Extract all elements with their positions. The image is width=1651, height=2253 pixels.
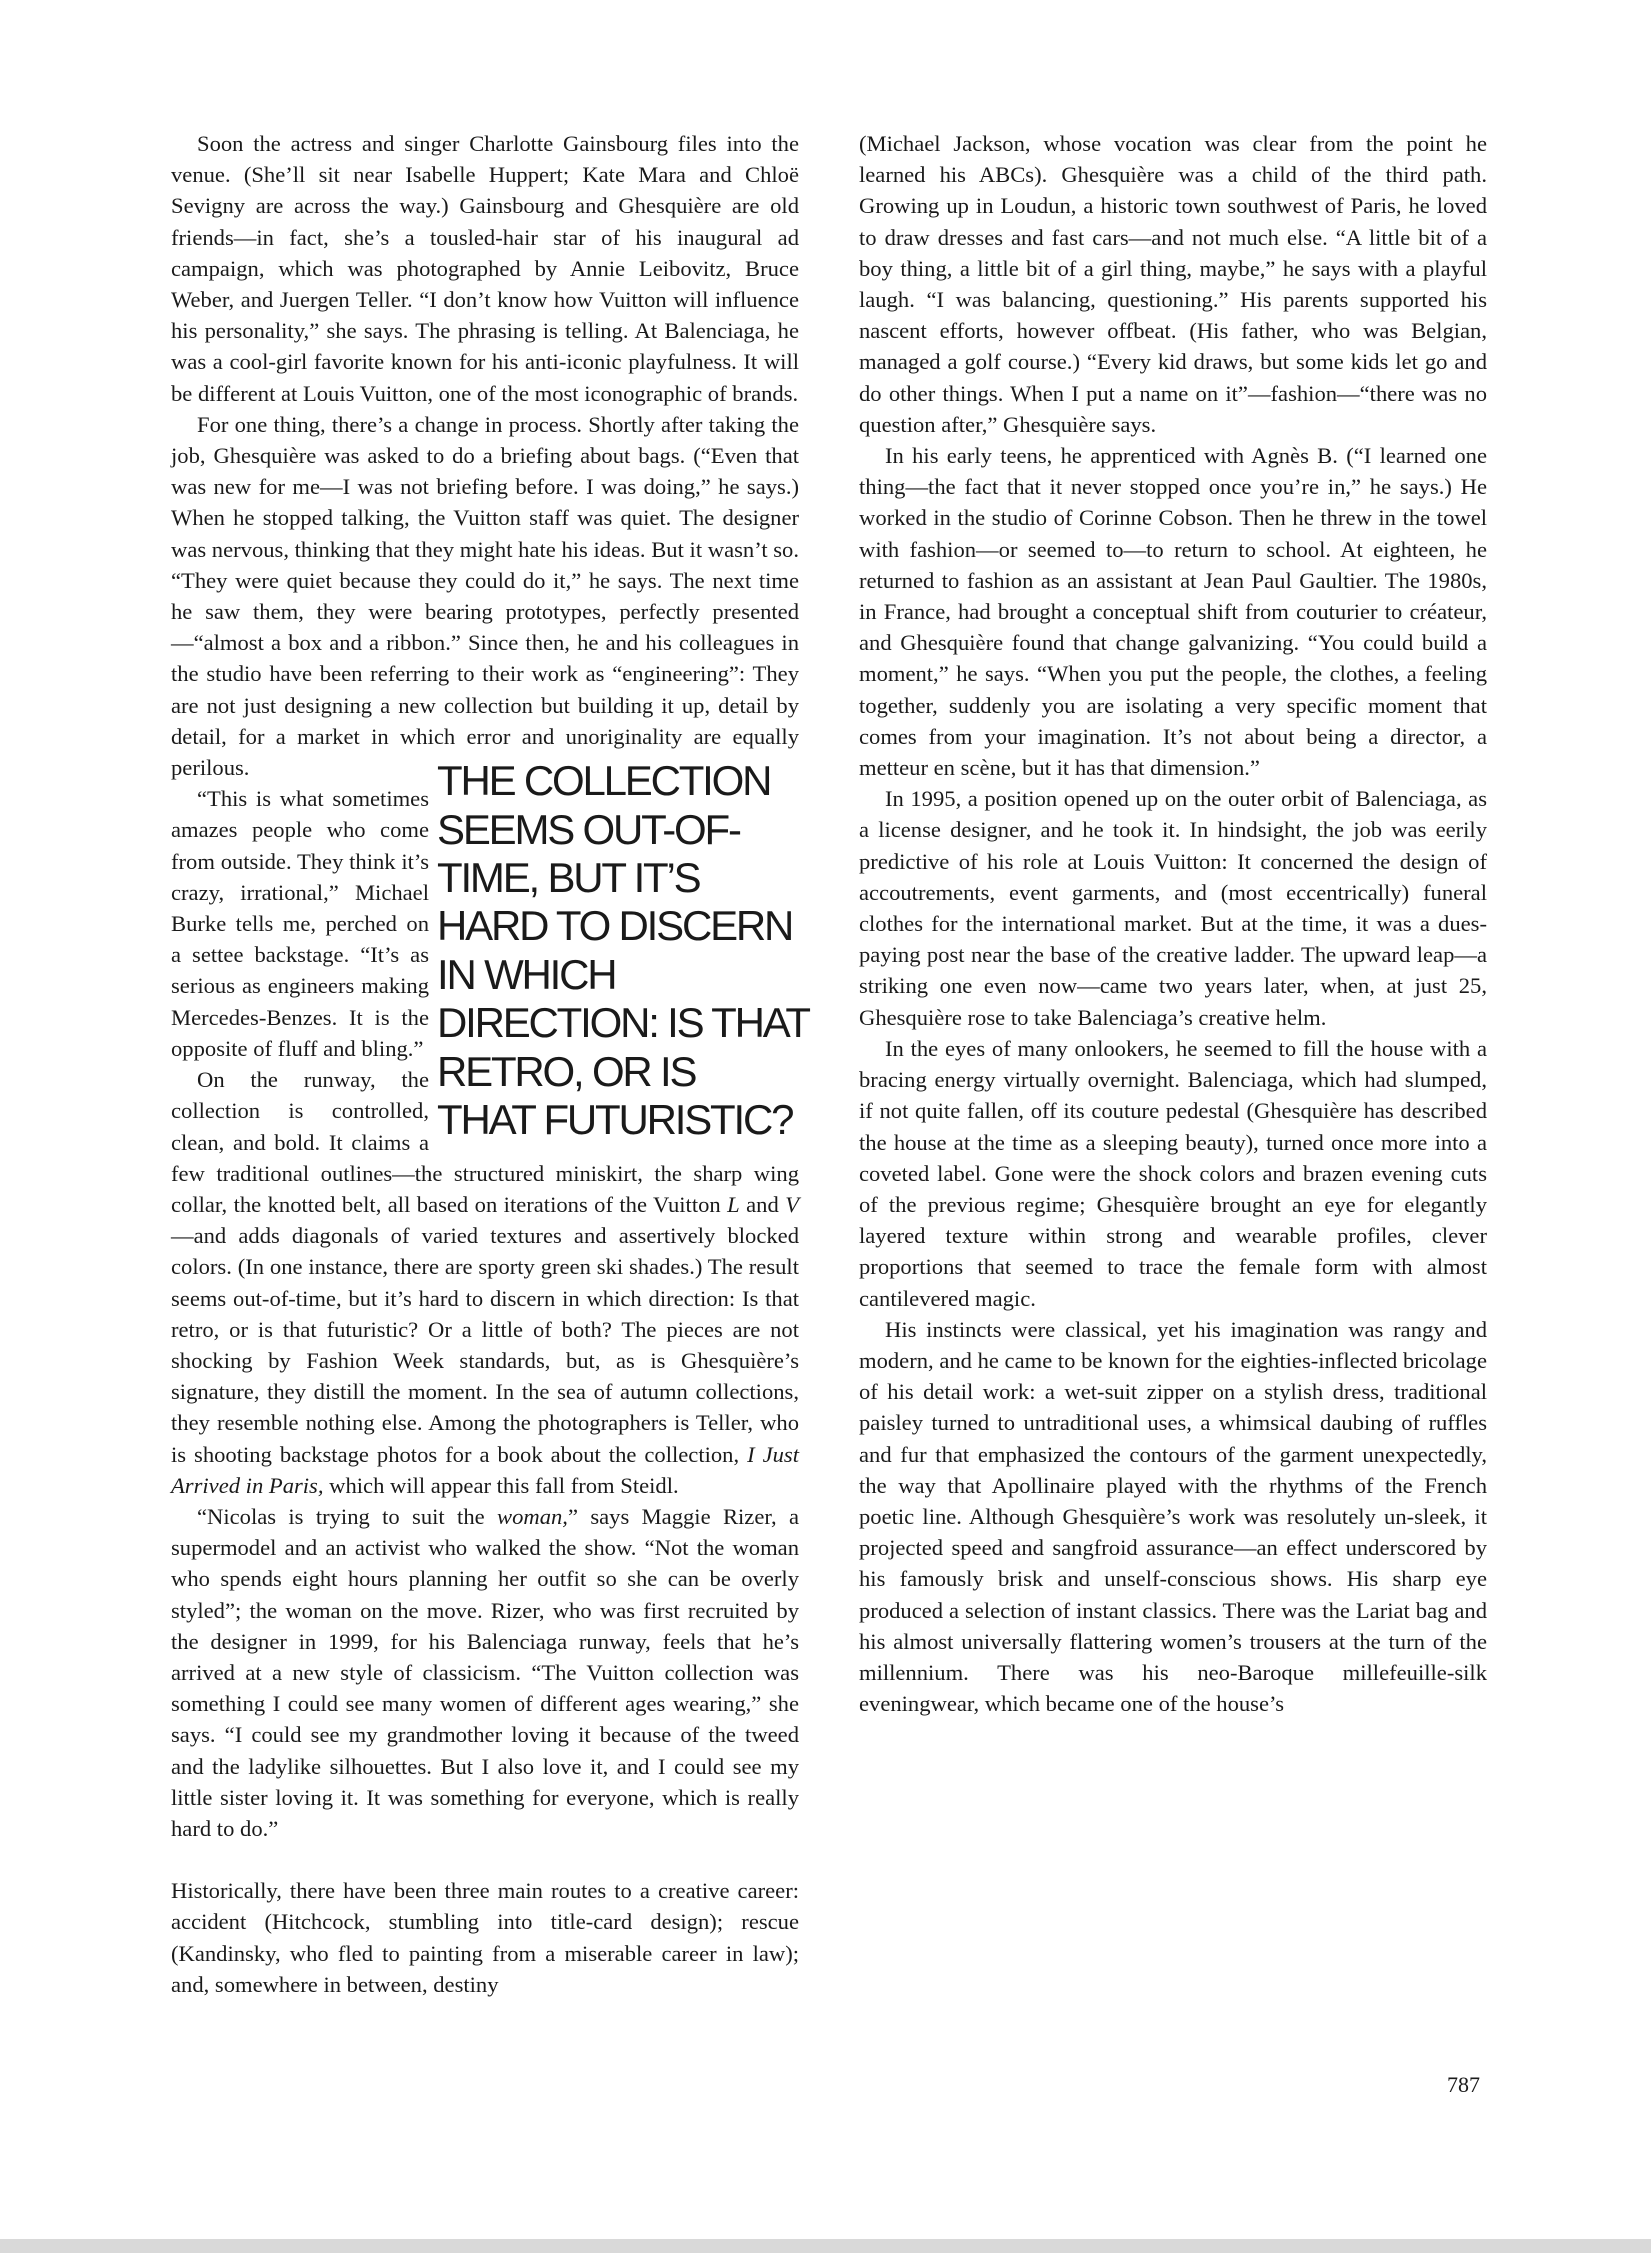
right-paragraph-4: In the eyes of many onlookers, he seemed to fill the house with a bracing energy virtually overnight. Balenciaga, which had slumped, if not quite fallen, off its couture pedestal (Ghesquière has described the house at the time as a sleeping beauty), turned once more into a coveted label. Gone were the shock colors and brazen evening cuts of the previous regime; Ghesquière brought an eye for elegantly layered texture within strong and wearable profiles, clever proportions that seemed to trace the female form with almost cantilevered magic. <box>859 1035 1487 1311</box>
left-paragraph-3: “This is what sometimes amazes people who come from outside. They think it’s crazy, irrational,” Michael Burke tells me, perched on a settee backstage. “It’s as serious as engineers making Mercedes-Benzes. It is the opposite of fluff and bling.” <box>171 786 429 1061</box>
emphasis-woman: woman, <box>497 1503 568 1529</box>
left-paragraph-5: “Nicolas is trying to suit the woman,” says Maggie Rizer, a supermodel and an activist who walked the show. “Not the woman who spends eight hours planning her outfit so she can be overly styled”; the woman on the move. Rizer, who was first recruited by the designer in 1999, for his Balenciaga runway, feels that he’s arrived at a new style of classicism. “The Vuitton collection was something I could see many women of different ages wearing,” she says. “I could see my grandmother loving it because of the tweed and the ladylike silhouettes. But I also love it, and I could see my little sister loving it. It was something for everyone, which is really hard to do.” <box>171 1503 800 1841</box>
vuitton-letter-v: V <box>785 1191 800 1217</box>
pull-quote-line: IN WHICH <box>437 950 616 998</box>
pull-quote-text <box>437 737 809 1144</box>
right-paragraph-3: In 1995, a position opened up on the outer orbit of Balenciaga, as a license designer, and he took it. In hindsight, the job was eerily predictive of his role at Louis Vuitton: It concerned the design of accoutrements, event garments, and (most eccentrically) funeral clothes for the international market. But at the time, it was a dues-paying post near the base of the creative ladder. The upward leap—a striking one even now—came two years later, when, at just 25, Ghesquière rose to take Balenciaga’s creative helm. <box>859 786 1487 1030</box>
right-paragraph-1: (Michael Jackson, whose vocation was clear from the point he learned his ABCs). Ghesquière was a child of the third path. Growing up in Loudun, a historic town southwest of Paris, he loved to draw dresses and fast cars—and not much else. “A little bit of a boy thing, a little bit of a girl thing, maybe,” he says with a playful laugh. “I was balancing, questioning.” His parents supported his nascent efforts, however offbeat. (His father, who was Belgian, managed a golf course.) “Every kid draws, but some kids let go and do other things. When I put a name on it”—fashion—“there was no question after,” Ghesquière says. <box>859 131 1487 437</box>
left-paragraph-6: Historically, there have been three main routes to a creative career: accident (Hitchcock, stumbling into title-card design); rescue (Kandinsky, who fled to painting from a miserable career in law); and, somewhere in between, destiny <box>171 1878 799 1997</box>
pull-quote-line: RETRO, OR IS <box>437 1047 696 1095</box>
pull-quote-line: THE COLLECTION <box>437 757 771 805</box>
pull-quote-line: THAT FUTURISTIC? <box>437 1096 793 1144</box>
left-paragraph-1: Soon the actress and singer Charlotte Gainsbourg files into the venue. (She’ll sit near Isabelle Huppert; Kate Mara and Chloë Sevigny are across the way.) Gainsbourg and Ghesquière are old friends—in fact, she’s a tousled-hair star of his inaugural ad campaign, which was photographed by Annie Leibovitz, Bruce Weber, and Juergen Teller. “I don’t know how Vuitton will influence his personality,” she says. The phrasing is telling. At Balenciaga, he was a cool-girl favorite known for his anti-iconic playfulness. It will be different at Louis Vuitton, one of the most iconographic of brands. <box>171 131 799 406</box>
left-paragraph-2-text: For one thing, there’s a change in process. Shortly after taking the job, Ghesquière was asked to do a briefing about bags. (“Even that was new for me—I was not briefing before. I was doing,” he says.) When he stopped talking, the Vuitton staff was quiet. The designer was nervous, thinking that they might hate his ideas. But it wasn’t so. “They were quiet because they could do it,” he says. The next time he saw them, they were bearing prototypes, perfectly presented—“almost a box and a ribbon.” Since then, he and his colleagues in the studio have been referring to their work as “engineering”: They are not just designing a new collection but building it up, detail by detail, for a market in which error and unoriginality are equally perilous. <box>171 411 799 781</box>
right-paragraph-2: In his early teens, he apprenticed with Agnès B. (“I learned one thing—the fact that it never stopped once you’re in,” he says.) He worked in the studio of Corinne Cobson. Then he threw in the towel with fashion—or seemed to—to return to school. At eighteen, he returned to fashion as an assistant at Jean Paul Gaultier. The 1980s, in France, had brought a conceptual shift from couturier to créateur, and Ghesquière found that change galvanizing. “You could build a moment,” he says. “When you put the people, the clothes, a feeling together, suddenly you are isolating a very specific moment that comes from your imagination. It’s not about being a director, a metteur en scène, but it has that dimension.” <box>859 443 1487 781</box>
pull-quote-line: DIRECTION: IS THAT <box>437 999 809 1047</box>
book-title: I Just Arrived in Paris, <box>171 1441 799 1498</box>
pull-quote-line: TIME, BUT IT’S <box>437 854 700 902</box>
left-column <box>171 128 809 2000</box>
left-paragraph-2 <box>171 409 799 783</box>
pull-quote <box>437 737 809 1144</box>
left-paragraph-4: On the runway, the collection is controlled, clean, and bold. It claims a few traditional outlines—the structured miniskirt, the sharp wing collar, the knotted belt, all based on iterations of the Vuitton L and V—and adds diagonals of varied textures and assertively blocked colors. (In one instance, there are sporty green ski shades.) The result seems out-of-time, but it’s hard to discern in which direction: Is that retro, or is that futuristic? Or a little of both? The pieces are not shocking by Fashion Week standards, but, as is Ghesquière’s signature, they distill the moment. In the sea of autumn collections, they resemble nothing else. Among the photographers is Teller, who is shooting backstage photos for a book about the collection, I Just Arrived in Paris, which will appear this fall from Steidl. <box>171 1067 800 1498</box>
page-number: 787 <box>1447 2072 1480 2097</box>
right-paragraph-5: His instincts were classical, yet his imagination was rangy and modern, and he came to be known for the eighties-inflected bricolage of his detail work: a wet-suit zipper on a stylish dress, traditional paisley turned to untraditional uses, a whimsical daubing of ruffles and fur that emphasized the contours of the garment unexpectedly, the way that Apollinaire played with the rhythms of the French poetic line. Although Ghesquière’s work was resolutely un-sleek, it projected speed and sangfroid assurance—an effect underscored by his famously brisk and unself-conscious shows. His sharp eye produced a selection of instant classics. There was the Lariat bag and his almost universally flattering women’s trousers at the turn of the millennium. There was his neo-Baroque millefeuille-silk eveningwear, which became one of the house’s <box>859 1316 1487 1717</box>
pull-quote-line: SEEMS OUT-OF- <box>437 805 740 853</box>
vuitton-letter-l: L <box>727 1191 740 1217</box>
pull-quote-line: HARD TO DISCERN <box>437 902 793 950</box>
right-column <box>859 128 1487 1719</box>
page-bottom-bar <box>0 2239 1651 2253</box>
